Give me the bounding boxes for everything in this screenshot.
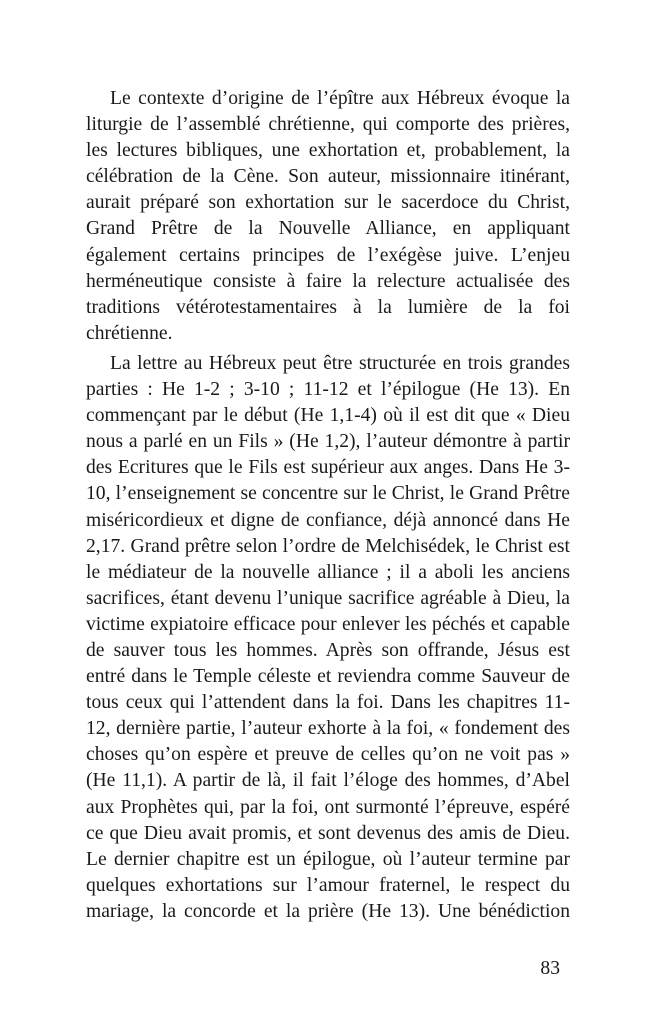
paragraph-context: Le contexte d’origine de l’épître aux Hébreux évoque la liturgie de l’assemblé chrétienne, qui comporte des prières, les lectures bibliques, une exhortation et, probablement, la célébration de la Cène. Son auteur, missionnaire itinérant, aurait préparé son exhortation sur le sacerdoce du Christ, Grand Prêtre de la Nouvelle Alliance, en appliquant également certains principes de l’exégèse juive. L’enjeu herméneutique consiste à faire la relecture actualisée des traditions vétérotestamentaires à la lumière de la foi chrétienne. [86,88,570,344]
body-text [86,86,570,925]
paragraph-structure: La lettre au Hébreux peut être structurée en trois grandes parties : He 1-2 ; 3-10 ; 11-12 et l’épilogue (He 13). En commençant par le début (He 1,1-4) où il est dit que « Dieu nous a parlé en un Fils » (He 1,2), l’auteur démontre à partir des Ecritures que le Fils est supérieur aux anges. Dans He 3-10, l’enseignement se concentre sur le Christ, le Grand Prêtre miséricordieux et digne de confiance, déjà annoncé dans He 2,17. Grand prêtre selon l’ordre de Melchisédek, le Christ est le médiateur de la nouvelle alliance ; il a aboli les anciens sacrifices, étant devenu l’unique sacrifice agréable à Dieu, la victime expiatoire efficace pour enlever les péchés et capable de sauver tous les hommes. Après son offrande, Jésus est entré dans le Temple céleste et reviendra comme Sauveur de tous ceux qui l’attendent dans la foi. Dans les chapitres 11-12, dernière partie, l’auteur exhorte à la foi, « fondement des choses qu’on espère et preuve de celles qu’on ne voit pas » (He 11,1). A partir de là, il fait l’éloge des hommes, d’Abel aux Prophètes qui, par la foi, ont surmonté l’épreuve, espéré ce que Dieu avait promis, et sont devenus des amis de Dieu. Le dernier chapitre est un épilogue, où l’auteur termine par quelques exhortations sur l’amour fraternel, le respect du mariage, la concorde et la prière (He 13). Une bénédiction [86,352,570,922]
page-number: 83 [540,958,560,979]
